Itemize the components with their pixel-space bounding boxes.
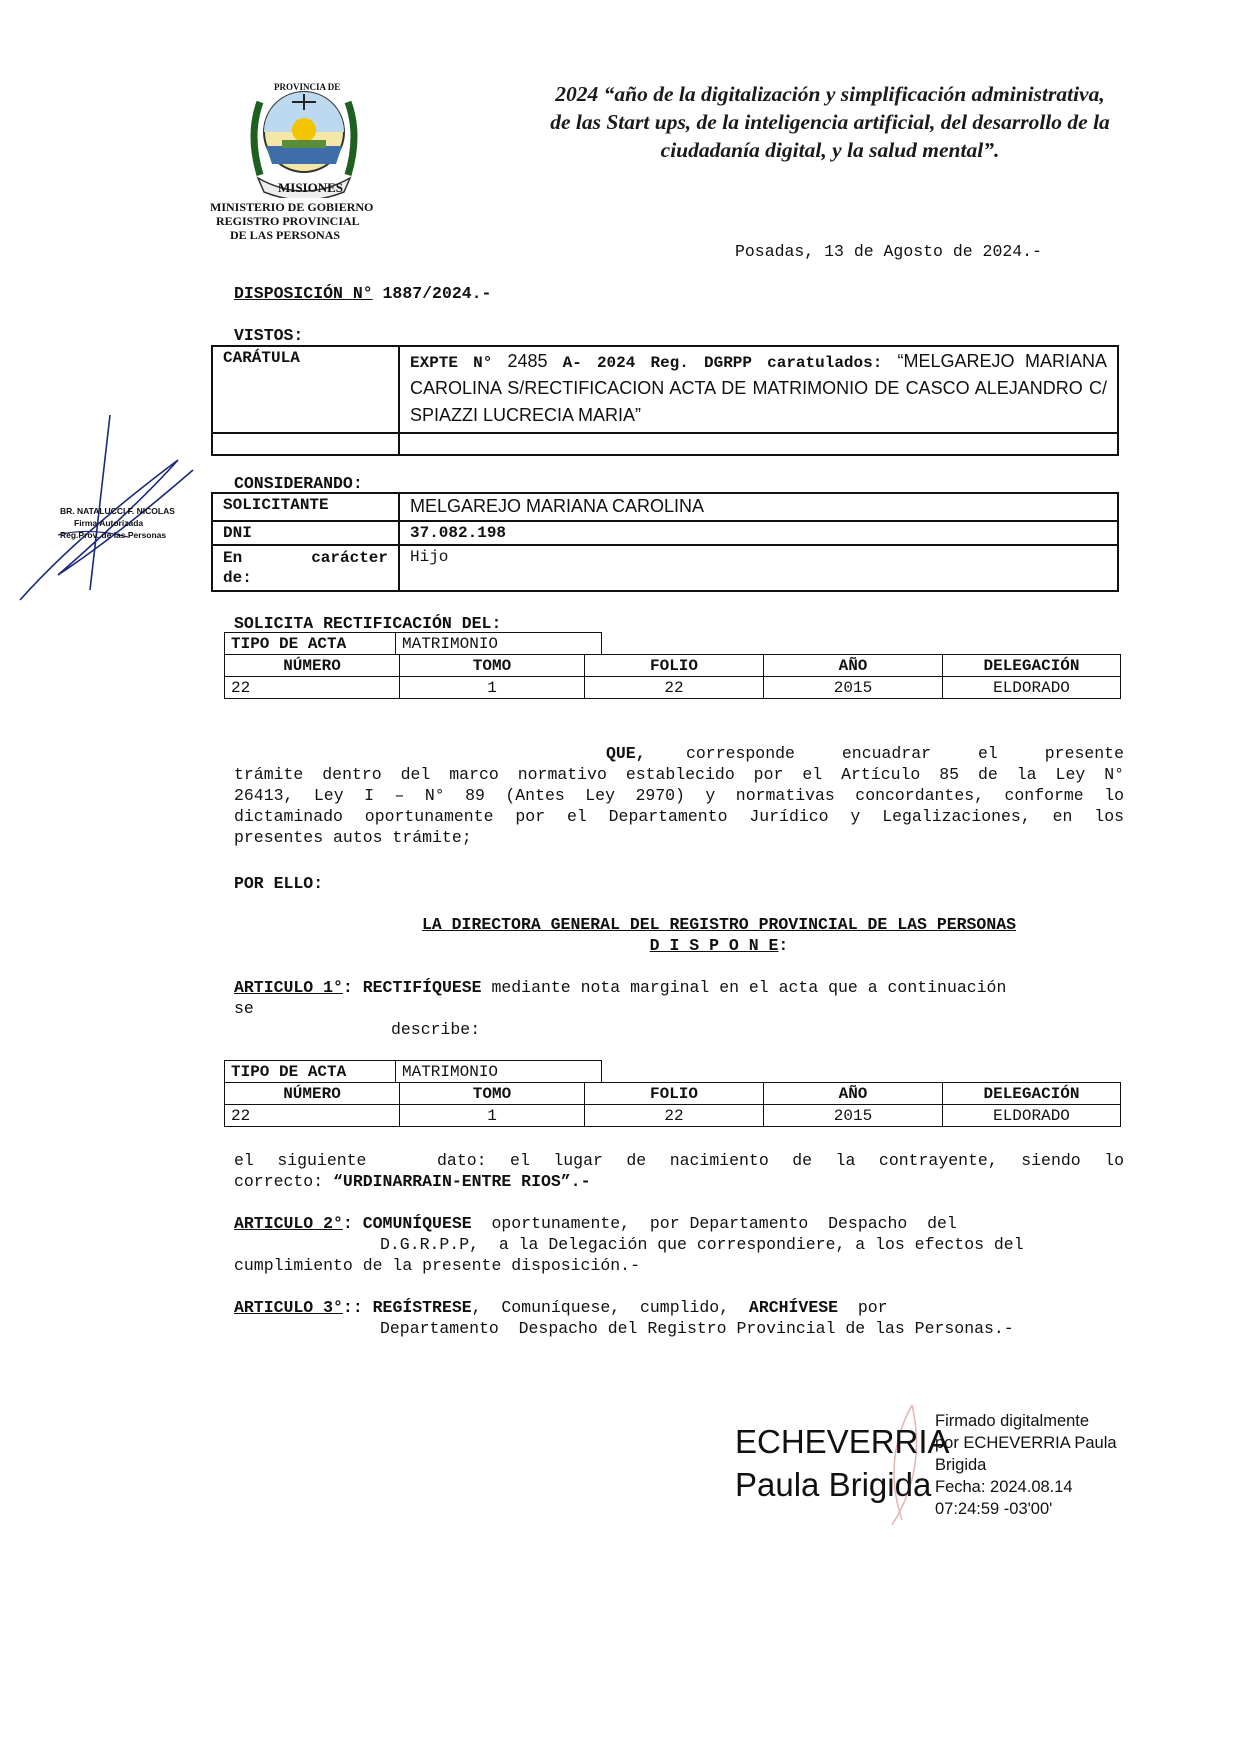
col-header: DELEGACIÓN — [943, 1083, 1121, 1105]
solicitante-label: SOLICITANTE — [212, 493, 399, 521]
motto-line: de las Start ups, de la inteligencia artificial, del desarrollo de la — [550, 110, 1110, 134]
table-cell: 2015 — [764, 677, 943, 699]
directora-title: LA DIRECTORA GENERAL DEL REGISTRO PROVINCIAL DE LAS PERSONAS — [421, 915, 1017, 934]
articulo-2-label: ARTICULO 2° — [234, 1214, 343, 1233]
articulo-3-verb2: ARCHÍVESE — [748, 1298, 839, 1317]
dato-value: “URDINARRAIN-ENTRE RIOS”.- — [333, 1172, 591, 1191]
year-motto — [500, 80, 1160, 164]
caracter-label — [212, 545, 399, 591]
table-cell: 2015 — [764, 1105, 943, 1127]
ministry-header — [210, 200, 400, 242]
que-line: presentes autos trámite; — [234, 828, 472, 847]
directora-block — [234, 914, 1124, 956]
col-header: NÚMERO — [225, 1083, 400, 1105]
que-lead: QUE, — [606, 744, 646, 763]
col-header: AÑO — [764, 1083, 943, 1105]
table-cell: ELDORADO — [943, 677, 1121, 699]
colon: : — [342, 978, 353, 997]
solicita-acta-table — [224, 654, 1121, 699]
dispone: D I S P O N E — [649, 936, 779, 955]
articulo-3-line2: Departamento Despacho del Registro Provincial de las Personas.- — [380, 1319, 1014, 1338]
articulo-1-line2: se — [234, 999, 254, 1018]
vistos-heading: VISTOS: — [234, 326, 304, 345]
signature-info-line: Fecha: 2024.08.14 — [935, 1478, 1073, 1496]
tipo-acta-value: MATRIMONIO — [396, 1061, 602, 1083]
col-header: TOMO — [400, 655, 585, 677]
solicita-tipo-table — [224, 632, 602, 655]
articulo-3-verb1: REGÍSTRESE — [372, 1298, 472, 1317]
articulo-2 — [234, 1213, 1124, 1276]
caracter-label-part: En — [223, 549, 243, 567]
expte-title: “MELGAREJO MARIANA CAROLINA S/RECTIFICACION ACTA DE MATRIMONIO DE CASCO ALEJANDRO C/ SPIAZZI LUCRECIA MARIA” — [410, 351, 1108, 425]
signature-info-line: Brigida — [935, 1456, 987, 1474]
col-header: FOLIO — [585, 655, 764, 677]
place-date: Posadas, 13 de Agosto de 2024.- — [735, 242, 1042, 261]
misiones-coat-of-arms-logo — [240, 80, 368, 198]
colon: :: — [342, 1298, 363, 1317]
dato-line1: el siguiente dato: el lugar de nacimiento de la contrayente, siendo lo — [234, 1151, 1124, 1170]
dni-label: DNI — [212, 521, 399, 545]
table-cell: 22 — [225, 1105, 400, 1127]
table-cell: 1 — [400, 1105, 585, 1127]
articulo-3-label: ARTICULO 3° — [234, 1298, 343, 1317]
disposicion-label: DISPOSICIÓN N° — [234, 284, 373, 303]
signature-info-line: por ECHEVERRIA Paula — [935, 1434, 1117, 1452]
ministry-line: MINISTERIO DE GOBIERNO — [210, 200, 374, 214]
colon: : — [342, 1214, 353, 1233]
digital-signer-name — [735, 1420, 950, 1506]
caratula-value — [399, 346, 1118, 433]
articulo-1-verb: RECTIFÍQUESE — [362, 978, 482, 997]
col-header: TOMO — [400, 1083, 585, 1105]
disposicion-number: 1887/2024.- — [382, 284, 492, 303]
tipo-acta-value: MATRIMONIO — [396, 633, 602, 655]
ministry-line: REGISTRO PROVINCIAL — [216, 214, 360, 228]
articulo-2-line3: cumplimiento de la presente disposición.- — [234, 1256, 640, 1275]
articulo-1-dato — [234, 1150, 1124, 1192]
signature-info-line: 07:24:59 -03'00' — [935, 1500, 1053, 1518]
logo-text-bottom: MISIONES — [278, 180, 344, 195]
articulo-2-rest: oportunamente, por Departamento Despacho del — [471, 1214, 957, 1233]
stamp-line: Firma Autorizada — [74, 518, 144, 528]
digital-signature-info — [935, 1410, 1135, 1520]
empty-cell — [212, 433, 399, 455]
articulo-3 — [234, 1297, 1124, 1339]
caracter-value: Hijo — [399, 545, 1118, 591]
que-paragraph — [234, 743, 1124, 848]
considerando-heading: CONSIDERANDO: — [234, 474, 363, 493]
expte-number: 2485 — [507, 351, 548, 371]
table-cell: 22 — [225, 677, 400, 699]
motto-line: ciudadanía digital, y la salud mental”. — [660, 138, 1000, 162]
caracter-label-part: de: — [223, 569, 252, 587]
tipo-acta-label: TIPO DE ACTA — [225, 1061, 396, 1083]
table-cell: 22 — [585, 677, 764, 699]
col-header: AÑO — [764, 655, 943, 677]
table-cell: ELDORADO — [943, 1105, 1121, 1127]
articulo-1-label: ARTICULO 1° — [234, 978, 343, 997]
articulo-2-verb: COMUNÍQUESE — [362, 1214, 472, 1233]
expte-mid: A- 2024 Reg. DGRPP caratulados: — [562, 354, 883, 372]
motto-line: 2024 “año de la digitalización y simplificación administrativa, — [555, 82, 1105, 106]
que-line: trámite dentro del marco normativo establecido por el Artículo 85 de la Ley N° — [234, 765, 1124, 784]
col-header: NÚMERO — [225, 655, 400, 677]
empty-cell — [399, 433, 1118, 455]
que-line: 26413, Ley I – N° 89 (Antes Ley 2970) y normativas concordantes, conforme lo — [234, 786, 1124, 805]
vistos-table — [211, 345, 1119, 456]
que-line: dictaminado oportunamente por el Departamento Jurídico y Legalizaciones, en los — [234, 807, 1124, 826]
caracter-label-part: carácter — [311, 549, 388, 567]
articulo-1-acta-table — [224, 1082, 1121, 1127]
colon: : — [778, 936, 789, 955]
articulo-3-rest: por — [838, 1298, 888, 1317]
solicitante-value: MELGAREJO MARIANA CAROLINA — [399, 493, 1118, 521]
signature-info-line: Firmado digitalmente — [935, 1412, 1090, 1430]
table-cell: 1 — [400, 677, 585, 699]
articulo-2-line2: D.G.R.P.P, a la Delegación que correspondiere, a los efectos del — [380, 1235, 1024, 1254]
stamp-line: Reg.Prov. de las Personas — [60, 530, 167, 540]
articulo-1-tipo-table — [224, 1060, 602, 1083]
articulo-1 — [234, 977, 1124, 1040]
signer-name-line: Paula Brigida — [735, 1466, 932, 1503]
solicita-heading: SOLICITA RECTIFICACIÓN DEL: — [234, 614, 502, 633]
caratula-label: CARÁTULA — [212, 346, 399, 433]
col-header: DELEGACIÓN — [943, 655, 1121, 677]
disposicion-title — [234, 283, 491, 304]
stamp-line: BR. NATALUCCI F. NICOLAS — [60, 506, 175, 516]
table-cell: 22 — [585, 1105, 764, 1127]
expte-prefix: EXPTE N° — [410, 354, 493, 372]
tipo-acta-label: TIPO DE ACTA — [225, 633, 396, 655]
articulo-1-rest: mediante nota marginal en el acta que a continuación — [481, 978, 1007, 997]
ministry-line: DE LAS PERSONAS — [230, 228, 341, 242]
articulo-1-line3: describe: — [391, 1020, 481, 1039]
col-header: FOLIO — [585, 1083, 764, 1105]
signer-name-line: ECHEVERRIA — [735, 1423, 950, 1460]
articulo-3-mid: , Comuníquese, cumplido, — [471, 1298, 749, 1317]
authorized-signature-stamp — [60, 505, 175, 541]
dni-value: 37.082.198 — [399, 521, 1118, 545]
dato-line2-prefix: correcto: — [234, 1172, 324, 1191]
por-ello: POR ELLO: — [234, 874, 324, 893]
logo-text-top: PROVINCIA DE — [274, 82, 341, 92]
que-line1-rest: corresponde encuadrar el presente — [686, 744, 1124, 763]
considerando-table — [211, 492, 1119, 592]
